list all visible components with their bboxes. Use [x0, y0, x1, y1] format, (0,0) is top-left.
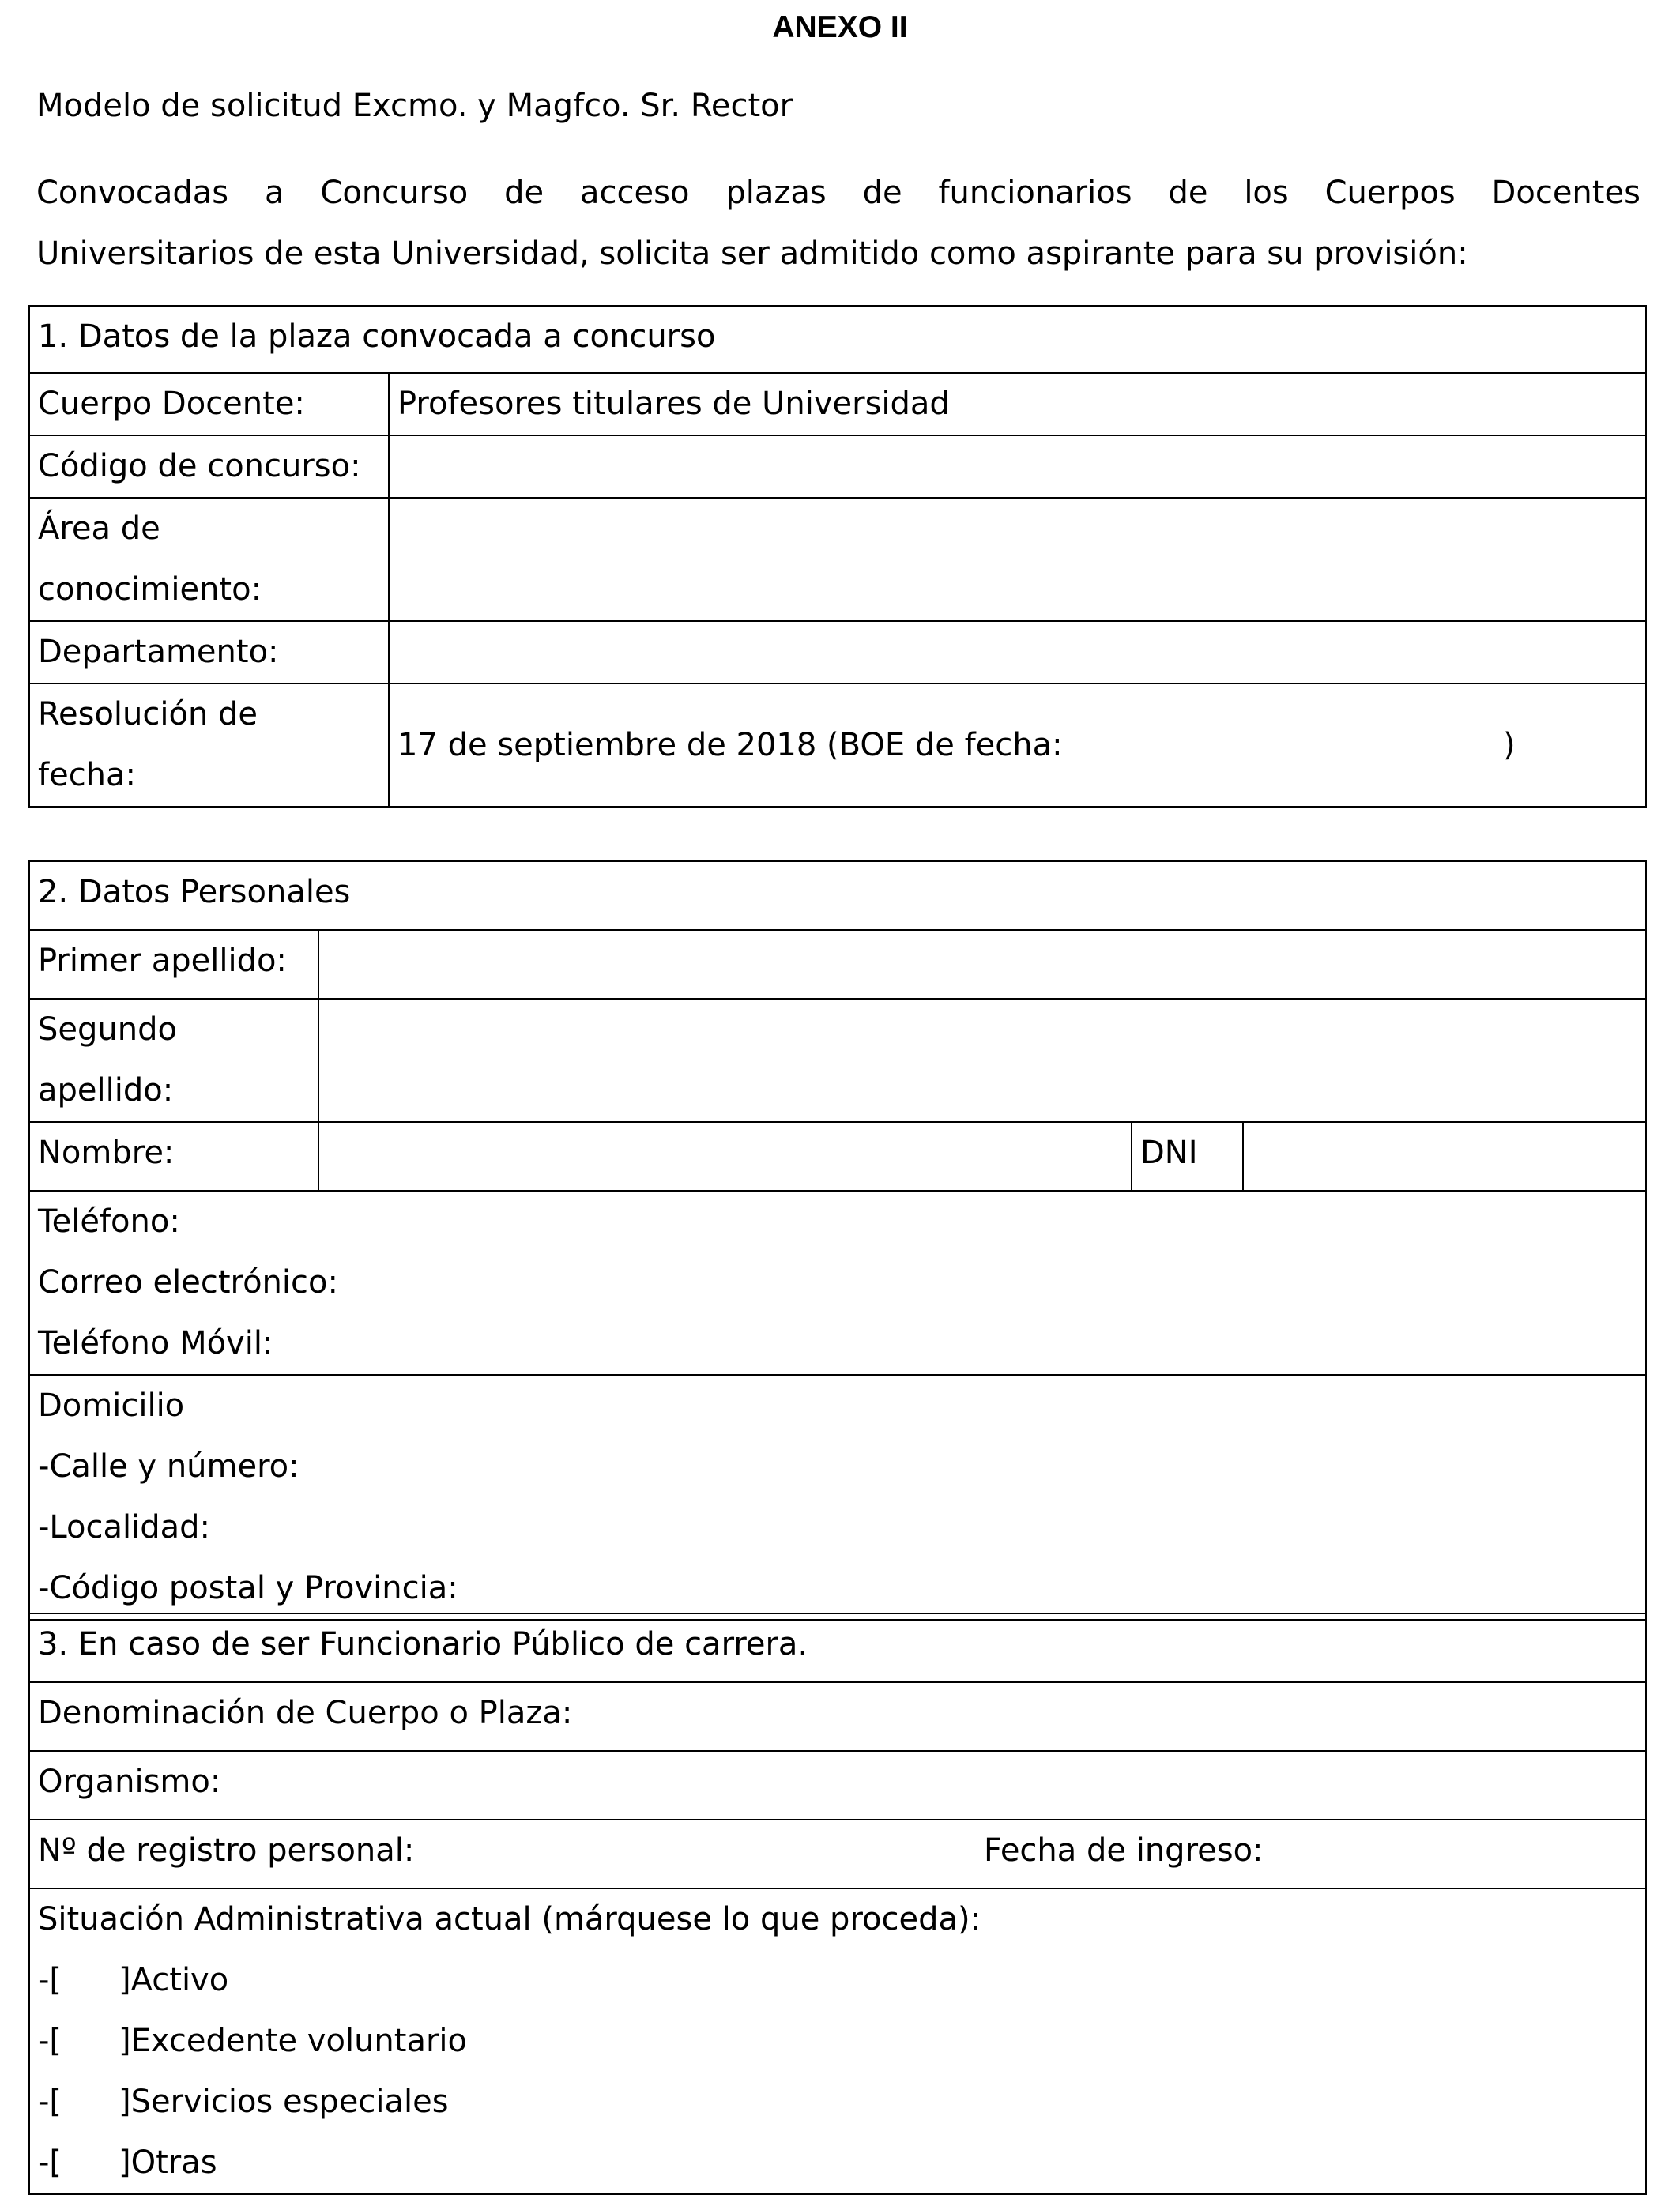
calle-label: -Calle y número:	[38, 1448, 299, 1485]
codigo-postal-label: -Código postal y Provincia:	[38, 1570, 458, 1606]
funcionario-table	[28, 1613, 1647, 2195]
checkbox-activo[interactable]: -[	[38, 1962, 62, 1998]
registro-row[interactable]	[29, 1820, 1646, 1888]
section-3-heading: 3. En caso de ser Funcionario Público de carrera.	[29, 1613, 1646, 1682]
intro-word: a	[265, 175, 284, 211]
intro-word: de	[504, 175, 544, 211]
area-label-line-2: conocimiento:	[38, 571, 262, 608]
situacion-block	[29, 1888, 1646, 2194]
resolucion-fecha-label	[29, 683, 389, 807]
codigo-concurso-label: Código de concurso:	[29, 435, 389, 498]
registro-row-content	[38, 1820, 1637, 1881]
section-1-heading: 1. Datos de la plaza convocada a concurso	[29, 306, 1646, 373]
primer-apellido-field[interactable]	[318, 930, 1646, 999]
checkbox-servicios[interactable]: -[	[38, 2084, 62, 2120]
intro-word: Docentes	[1491, 175, 1640, 211]
segundo-apellido-field[interactable]	[318, 999, 1646, 1122]
option-otras-label: ]Otras	[119, 2144, 217, 2181]
intro-word: funcionarios	[938, 175, 1132, 211]
intro-paragraph	[36, 163, 1640, 284]
intro-word: Convocadas	[36, 175, 229, 211]
option-otras[interactable]	[38, 2133, 1637, 2193]
resolucion-label-line-2: fecha:	[38, 757, 137, 793]
intro-word: Concurso	[320, 175, 469, 211]
primer-apellido-label: Primer apellido:	[29, 930, 318, 999]
cuerpo-docente-field[interactable]: Profesores titulares de Universidad	[389, 373, 1646, 435]
domicilio-label: Domicilio	[38, 1387, 185, 1424]
plaza-data-table	[28, 305, 1647, 808]
dni-field[interactable]	[1243, 1122, 1646, 1191]
resolucion-close-paren: )	[1503, 726, 1516, 763]
codigo-concurso-field[interactable]	[389, 435, 1646, 498]
contact-block	[29, 1191, 1646, 1375]
intro-line-2: Universitarios de esta Universidad, solicita ser admitido como aspirante para su provisión:	[36, 235, 1468, 272]
resolucion-label-line-1: Resolución de	[38, 696, 258, 732]
telefono-label: Teléfono:	[38, 1203, 180, 1240]
intro-word: acceso	[580, 175, 690, 211]
checkbox-otras[interactable]: -[	[38, 2144, 62, 2181]
area-conocimiento-field[interactable]	[389, 498, 1646, 621]
domicilio-block	[29, 1375, 1646, 1620]
cuerpo-docente-label: Cuerpo Docente:	[29, 373, 389, 435]
nombre-field[interactable]	[318, 1122, 1132, 1191]
segundo-apellido-label	[29, 999, 318, 1122]
resolucion-fecha-value: 17 de septiembre de 2018 (BOE de fecha:	[397, 726, 1063, 763]
option-servicios-label: ]Servicios especiales	[119, 2084, 449, 2120]
area-conocimiento-label	[29, 498, 389, 621]
intro-word: de	[862, 175, 902, 211]
localidad-label: -Localidad:	[38, 1509, 210, 1546]
personal-data-table	[28, 860, 1647, 1621]
addressee-line: Modelo de solicitud Excmo. y Magfco. Sr. Rector	[36, 88, 793, 124]
intro-word: plazas	[725, 175, 827, 211]
correo-label: Correo electrónico:	[38, 1264, 338, 1301]
situacion-label: Situación Administrativa actual (márquese lo que proceda):	[38, 1901, 981, 1937]
option-excedente[interactable]	[38, 2011, 1637, 2072]
departamento-field[interactable]	[389, 621, 1646, 683]
dni-label: DNI	[1132, 1122, 1243, 1191]
intro-word: los	[1244, 175, 1289, 211]
registro-personal-label: Nº de registro personal:	[38, 1832, 415, 1869]
fecha-ingreso-label: Fecha de ingreso:	[984, 1832, 1264, 1869]
area-label-line-1: Área de	[38, 510, 160, 547]
section-2-heading: 2. Datos Personales	[29, 861, 1646, 930]
intro-word: Cuerpos	[1324, 175, 1456, 211]
intro-line-1	[36, 163, 1640, 224]
option-excedente-label: ]Excedente voluntario	[119, 2023, 467, 2059]
resolucion-fecha-field[interactable]	[389, 683, 1646, 807]
option-activo[interactable]	[38, 1950, 1637, 2011]
intro-word: de	[1168, 175, 1208, 211]
departamento-label: Departamento:	[29, 621, 389, 683]
segundo-apellido-label-line-2: apellido:	[38, 1072, 174, 1109]
checkbox-excedente[interactable]: -[	[38, 2023, 62, 2059]
option-servicios[interactable]	[38, 2072, 1637, 2133]
movil-label: Teléfono Móvil:	[38, 1325, 273, 1361]
organismo-label[interactable]: Organismo:	[29, 1751, 1646, 1820]
nombre-label: Nombre:	[29, 1122, 318, 1191]
denominacion-label[interactable]: Denominación de Cuerpo o Plaza:	[29, 1682, 1646, 1751]
document-title: ANEXO II	[772, 10, 908, 44]
option-activo-label: ]Activo	[119, 1962, 229, 1998]
segundo-apellido-label-line-1: Segundo	[38, 1011, 177, 1048]
